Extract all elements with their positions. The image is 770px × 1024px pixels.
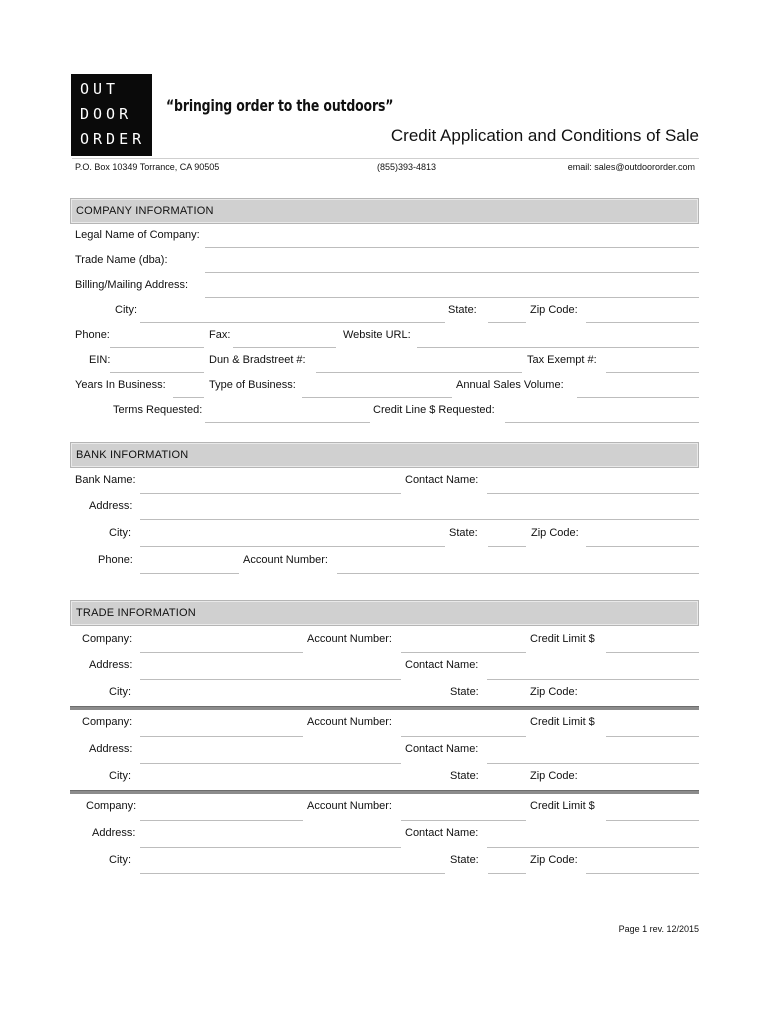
section-title-trade: TRADE INFORMATION — [76, 607, 196, 619]
field-trade1-credit-limit[interactable] — [606, 652, 699, 653]
label-trade2-address: Address: — [89, 743, 133, 755]
field-bank-zip[interactable] — [586, 546, 699, 547]
label-trade1-account: Account Number: — [307, 633, 392, 645]
field-tax-exempt[interactable] — [606, 372, 699, 373]
label-company-city: City: — [115, 304, 137, 316]
label-trade3-address: Address: — [92, 827, 136, 839]
label-bank-name: Bank Name: — [75, 474, 136, 486]
label-fax: Fax: — [209, 329, 231, 341]
section-title-company: COMPANY INFORMATION — [76, 205, 214, 217]
logo-line-3: ORDER — [80, 130, 146, 148]
field-dun-bradstreet[interactable] — [316, 372, 522, 373]
field-terms-requested[interactable] — [205, 422, 370, 423]
label-trade2-zip: Zip Code: — [530, 770, 578, 782]
section-header-bank — [70, 442, 699, 468]
header-divider — [72, 158, 699, 159]
label-trade1-contact: Contact Name: — [405, 659, 479, 671]
label-trade2-account: Account Number: — [307, 716, 392, 728]
section-header-trade — [70, 600, 699, 626]
label-trade-name: Trade Name (dba): — [75, 254, 168, 266]
label-trade2-company: Company: — [82, 716, 133, 728]
field-trade2-account[interactable] — [401, 736, 526, 737]
contact-email: email: sales@outdoororder.com — [567, 162, 695, 172]
label-trade3-company: Company: — [86, 800, 137, 812]
field-legal-name[interactable] — [205, 247, 699, 248]
field-company-zip[interactable] — [586, 322, 699, 323]
label-tax-exempt: Tax Exempt #: — [527, 354, 597, 366]
field-bank-name[interactable] — [140, 493, 401, 494]
label-trade2-credit-limit: Credit Limit $ — [530, 716, 595, 728]
field-bank-city[interactable] — [140, 546, 445, 547]
label-ein: EIN: — [89, 354, 111, 366]
trade-divider-1 — [70, 706, 699, 710]
company-logo — [71, 74, 152, 156]
label-bank-zip: Zip Code: — [531, 527, 579, 539]
label-legal-name: Legal Name of Company: — [75, 229, 200, 241]
label-terms-requested: Terms Requested: — [113, 404, 203, 416]
field-trade1-account[interactable] — [401, 652, 526, 653]
field-trade3-company[interactable] — [140, 820, 303, 821]
field-billing-address[interactable] — [205, 297, 699, 298]
field-company-phone[interactable] — [110, 347, 204, 348]
label-trade3-state: State: — [450, 854, 479, 866]
label-company-phone: Phone: — [75, 329, 110, 341]
page-title: Credit Application and Conditions of Sale — [390, 126, 699, 145]
field-bank-state[interactable] — [488, 546, 526, 547]
field-trade2-address[interactable] — [140, 763, 401, 764]
field-company-state[interactable] — [488, 322, 526, 323]
page-footer: Page 1 rev. 12/2015 — [618, 924, 699, 934]
label-bank-phone: Phone: — [98, 554, 133, 566]
field-trade1-company[interactable] — [140, 652, 303, 653]
label-type-of-business: Type of Business: — [209, 379, 296, 391]
label-trade2-state: State: — [450, 770, 479, 782]
label-bank-account: Account Number: — [243, 554, 328, 566]
label-trade3-zip: Zip Code: — [530, 854, 578, 866]
label-trade3-contact: Contact Name: — [405, 827, 479, 839]
field-trade2-credit-limit[interactable] — [606, 736, 699, 737]
label-website: Website URL: — [343, 329, 411, 341]
field-trade-name[interactable] — [205, 272, 699, 273]
field-bank-contact[interactable] — [487, 493, 699, 494]
label-bank-city: City: — [109, 527, 131, 539]
label-annual-sales: Annual Sales Volume: — [456, 379, 564, 391]
label-trade1-address: Address: — [89, 659, 133, 671]
field-credit-line[interactable] — [505, 422, 699, 423]
label-bank-address: Address: — [89, 500, 133, 512]
label-dun-bradstreet: Dun & Bradstreet #: — [209, 354, 306, 366]
field-bank-account[interactable] — [337, 573, 699, 574]
field-trade1-contact[interactable] — [487, 679, 699, 680]
label-company-zip: Zip Code: — [530, 304, 578, 316]
field-years-in-business[interactable] — [173, 397, 204, 398]
field-trade1-address[interactable] — [140, 679, 401, 680]
field-trade2-contact[interactable] — [487, 763, 699, 764]
label-trade3-account: Account Number: — [307, 800, 392, 812]
field-annual-sales[interactable] — [577, 397, 699, 398]
field-trade2-company[interactable] — [140, 736, 303, 737]
field-trade3-city[interactable] — [140, 873, 445, 874]
section-title-bank: BANK INFORMATION — [76, 449, 189, 461]
logo-line-1: OUT — [80, 80, 120, 98]
label-trade1-zip: Zip Code: — [530, 686, 578, 698]
contact-address: P.O. Box 10349 Torrance, CA 90505 — [75, 162, 220, 172]
label-bank-contact: Contact Name: — [405, 474, 479, 486]
field-trade3-address[interactable] — [140, 847, 401, 848]
label-bank-state: State: — [449, 527, 478, 539]
field-ein[interactable] — [110, 372, 204, 373]
label-trade1-credit-limit: Credit Limit $ — [530, 633, 595, 645]
label-trade1-city: City: — [109, 686, 131, 698]
label-company-state: State: — [448, 304, 477, 316]
field-trade3-account[interactable] — [401, 820, 526, 821]
field-trade3-zip[interactable] — [586, 873, 699, 874]
field-trade3-contact[interactable] — [487, 847, 699, 848]
label-trade3-city: City: — [109, 854, 131, 866]
trade-divider-2 — [70, 790, 699, 794]
label-trade2-city: City: — [109, 770, 131, 782]
field-type-of-business[interactable] — [302, 397, 452, 398]
field-fax[interactable] — [233, 347, 336, 348]
section-header-company — [70, 198, 699, 224]
label-billing-address: Billing/Mailing Address: — [75, 279, 189, 291]
field-bank-address[interactable] — [140, 519, 699, 520]
field-trade3-state[interactable] — [488, 873, 526, 874]
label-trade2-contact: Contact Name: — [405, 743, 479, 755]
logo-line-2: DOOR — [80, 105, 133, 123]
label-trade3-credit-limit: Credit Limit $ — [530, 800, 595, 812]
tagline: “bringing order to the outdoors” — [166, 96, 394, 115]
label-years-in-business: Years In Business: — [75, 379, 166, 391]
label-trade1-state: State: — [450, 686, 479, 698]
field-website[interactable] — [417, 347, 699, 348]
contact-phone: (855)393-4813 — [377, 162, 437, 172]
field-trade3-credit-limit[interactable] — [606, 820, 699, 821]
field-bank-phone[interactable] — [140, 573, 239, 574]
label-trade1-company: Company: — [82, 633, 133, 645]
field-company-city[interactable] — [140, 322, 445, 323]
label-credit-line: Credit Line $ Requested: — [373, 404, 495, 416]
